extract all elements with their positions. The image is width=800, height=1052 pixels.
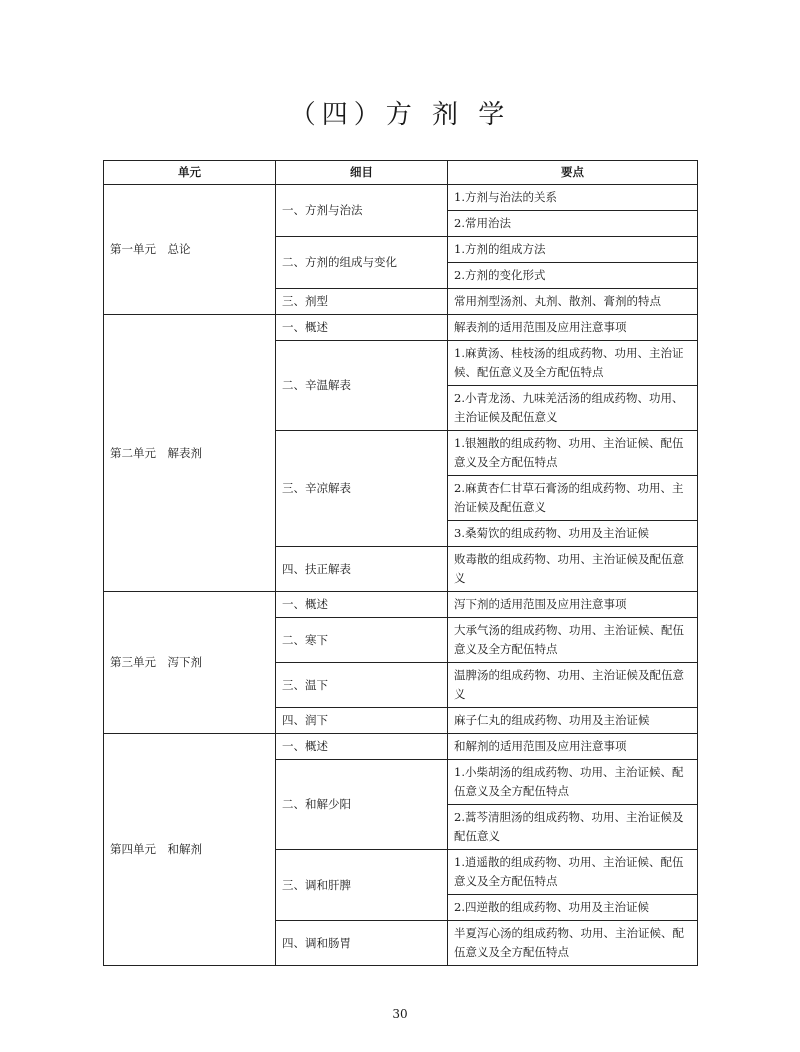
point-cell: 2.麻黄杏仁甘草石膏汤的组成药物、功用、主治证候及配伍意义: [448, 476, 698, 521]
point-cell: 大承气汤的组成药物、功用、主治证候、配伍意义及全方配伍特点: [448, 618, 698, 663]
point-cell: 1.小柴胡汤的组成药物、功用、主治证候、配伍意义及全方配伍特点: [448, 760, 698, 805]
topic-cell: 二、辛温解表: [276, 341, 448, 431]
point-cell: 2.小青龙汤、九味羌活汤的组成药物、功用、主治证候及配伍意义: [448, 386, 698, 431]
table-body: [104, 185, 698, 966]
point-cell: 麻子仁丸的组成药物、功用及主治证候: [448, 708, 698, 734]
page-number: 30: [392, 1007, 408, 1021]
point-cell: 1.逍遥散的组成药物、功用、主治证候、配伍意义及全方配伍特点: [448, 850, 698, 895]
point-cell: 2.方剂的变化形式: [448, 263, 698, 289]
table-row: [104, 185, 698, 211]
header-points: 要点: [448, 161, 698, 185]
topic-cell: 四、调和肠胃: [276, 921, 448, 966]
topic-cell: 一、概述: [276, 592, 448, 618]
point-cell: 1.麻黄汤、桂枝汤的组成药物、功用、主治证候、配伍意义及全方配伍特点: [448, 341, 698, 386]
header-row: [104, 161, 698, 185]
point-cell: 温脾汤的组成药物、功用、主治证候及配伍意义: [448, 663, 698, 708]
header-unit: 单元: [104, 161, 276, 185]
point-cell: 1.银翘散的组成药物、功用、主治证候、配伍意义及全方配伍特点: [448, 431, 698, 476]
table-row: [104, 315, 698, 341]
point-cell: 2.常用治法: [448, 211, 698, 237]
topic-cell: 二、寒下: [276, 618, 448, 663]
syllabus-table: [103, 160, 698, 966]
topic-cell: 三、调和肝脾: [276, 850, 448, 921]
point-cell: 败毒散的组成药物、功用、主治证候及配伍意义: [448, 547, 698, 592]
point-cell: 解表剂的适用范围及应用注意事项: [448, 315, 698, 341]
topic-cell: 一、概述: [276, 315, 448, 341]
point-cell: 2.蒿芩清胆汤的组成药物、功用、主治证候及配伍意义: [448, 805, 698, 850]
topic-cell: 三、温下: [276, 663, 448, 708]
table-row: [104, 734, 698, 760]
point-cell: 泻下剂的适用范围及应用注意事项: [448, 592, 698, 618]
topic-cell: 二、方剂的组成与变化: [276, 237, 448, 289]
topic-cell: 四、润下: [276, 708, 448, 734]
unit-cell: 第一单元 总论: [104, 185, 276, 315]
point-cell: 和解剂的适用范围及应用注意事项: [448, 734, 698, 760]
table-row: [104, 592, 698, 618]
unit-cell: 第三单元 泻下剂: [104, 592, 276, 734]
point-cell: 3.桑菊饮的组成药物、功用及主治证候: [448, 521, 698, 547]
unit-cell: 第四单元 和解剂: [104, 734, 276, 966]
topic-cell: 一、方剂与治法: [276, 185, 448, 237]
table-header: [104, 161, 698, 185]
topic-cell: 二、和解少阳: [276, 760, 448, 850]
topic-cell: 四、扶正解表: [276, 547, 448, 592]
header-topic: 细目: [276, 161, 448, 185]
unit-cell: 第二单元 解表剂: [104, 315, 276, 592]
point-cell: 1.方剂的组成方法: [448, 237, 698, 263]
point-cell: 常用剂型汤剂、丸剂、散剂、膏剂的特点: [448, 289, 698, 315]
point-cell: 2.四逆散的组成药物、功用及主治证候: [448, 895, 698, 921]
point-cell: 1.方剂与治法的关系: [448, 185, 698, 211]
topic-cell: 三、剂型: [276, 289, 448, 315]
topic-cell: 一、概述: [276, 734, 448, 760]
point-cell: 半夏泻心汤的组成药物、功用、主治证候、配伍意义及全方配伍特点: [448, 921, 698, 966]
page-title: （四）方 剂 学: [289, 100, 511, 130]
topic-cell: 三、辛凉解表: [276, 431, 448, 547]
